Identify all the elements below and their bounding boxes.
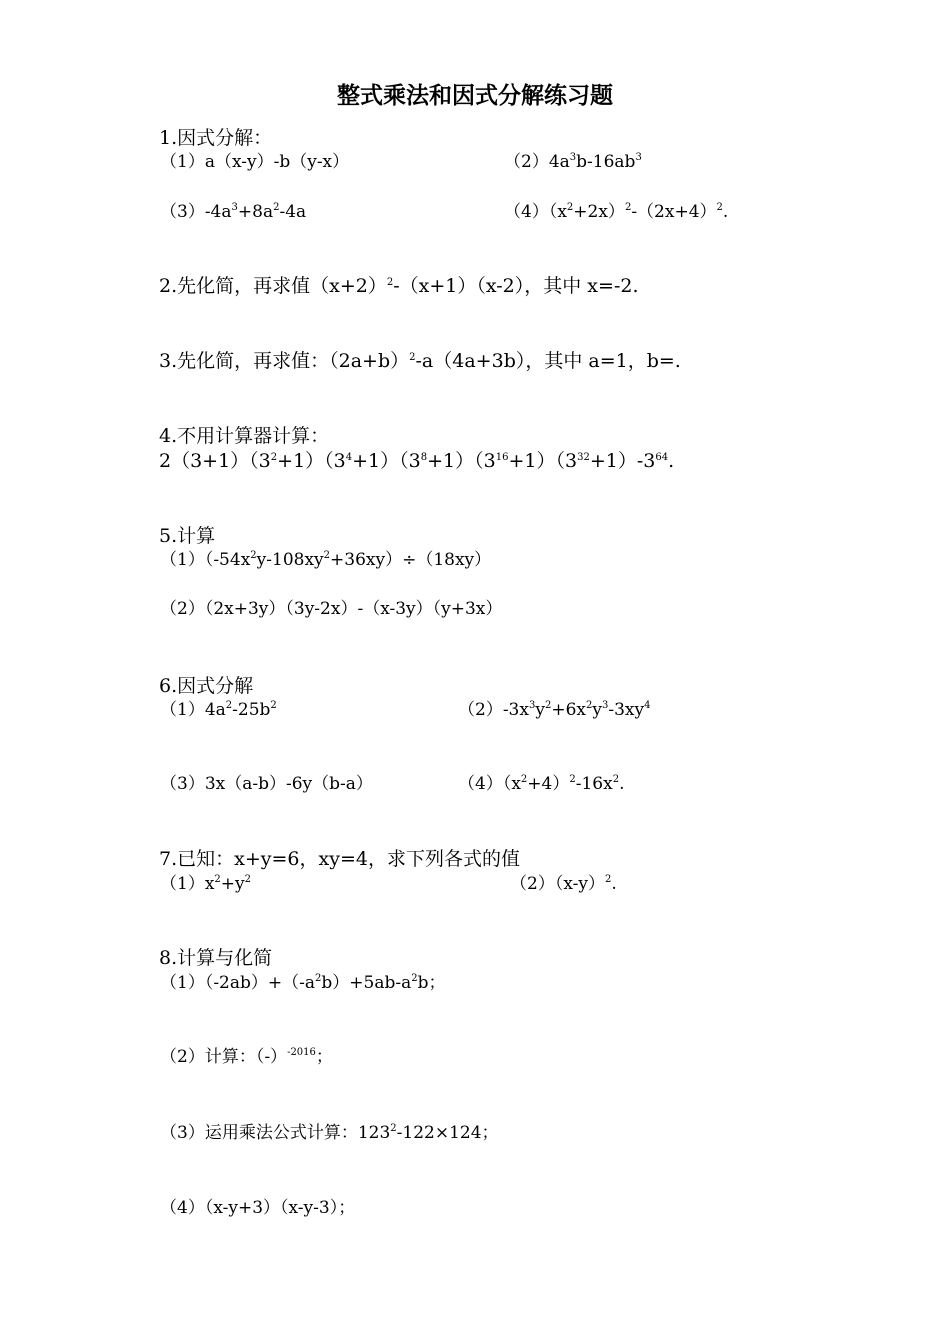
q8-part2: （2）计算：$(-)^{-2016}$； [160, 1047, 333, 1067]
q1-heading: 1.因式分解： [159, 127, 273, 149]
q6-part3: （3）3x（a-b）-6y（b-a） [160, 774, 373, 794]
q8-heading: 8.计算与化简 [159, 947, 273, 969]
q8-part1: $(1)(-2ab)+(-a^2b)+5ab-a^2b$； [160, 973, 446, 993]
q6-part2: $(2)-3x^3y^2+6x^2y^3-3xy^4$ [458, 700, 651, 720]
q4-expression: $2(3+1)(3^2+1)(3^4+1)(3^8+1)(3^{16}+1)(3^{32}+1)-3^{64}$. [159, 450, 675, 472]
q5-heading: 5.计算 [159, 525, 216, 547]
q5-part2: （2）（2x+3y）（3y-2x）-（x-3y）（y+3x） [160, 599, 503, 619]
q8-part4: （4）（x-y+3）（x-y-3）； [160, 1198, 356, 1218]
q7-part2: $(2)(x-y)^2$. [510, 874, 617, 894]
q1-part4: $(4)(x^2+2x)^2-(2x+4)^2$. [504, 202, 729, 222]
q7-heading: 7.已知：x+y=6，xy=4，求下列各式的值 [159, 848, 520, 870]
q5-part1: $(1)(-54x^2y-108xy^2+36xy)\div(18xy)$ [160, 550, 492, 570]
q6-heading: 6.因式分解 [159, 675, 254, 697]
q6-part1: $(1)4a^2-25b^2$ [160, 700, 277, 720]
q1-part3: $(3)-4a^3+8a^2-4a$ [160, 202, 307, 222]
q1-part1: （1）a（x-y）-b（y-x） [160, 152, 350, 172]
q3-text: 3.先化简，再求值：$(2a+b)^2-a(4a+3b)$，其中 a=1，b=. [159, 350, 681, 372]
q8-part3: （3）运用乘法公式计算：$123^2-122\times 124$； [160, 1123, 499, 1143]
q2-text: 2.先化简，再求值$(x+2)^2-(x+1)(x-2)$，其中 x=-2. [159, 275, 639, 297]
q7-part1: $(1)x^2+y^2$ [160, 874, 252, 894]
worksheet-title: 整式乘法和因式分解练习题 [337, 83, 613, 109]
q1-part2: $(2)4a^3b-16ab^3$ [504, 152, 642, 172]
q6-part4: $(4)(x^2+4)^2-16x^2$. [458, 774, 625, 794]
q4-heading: 4.不用计算器计算： [159, 425, 330, 447]
